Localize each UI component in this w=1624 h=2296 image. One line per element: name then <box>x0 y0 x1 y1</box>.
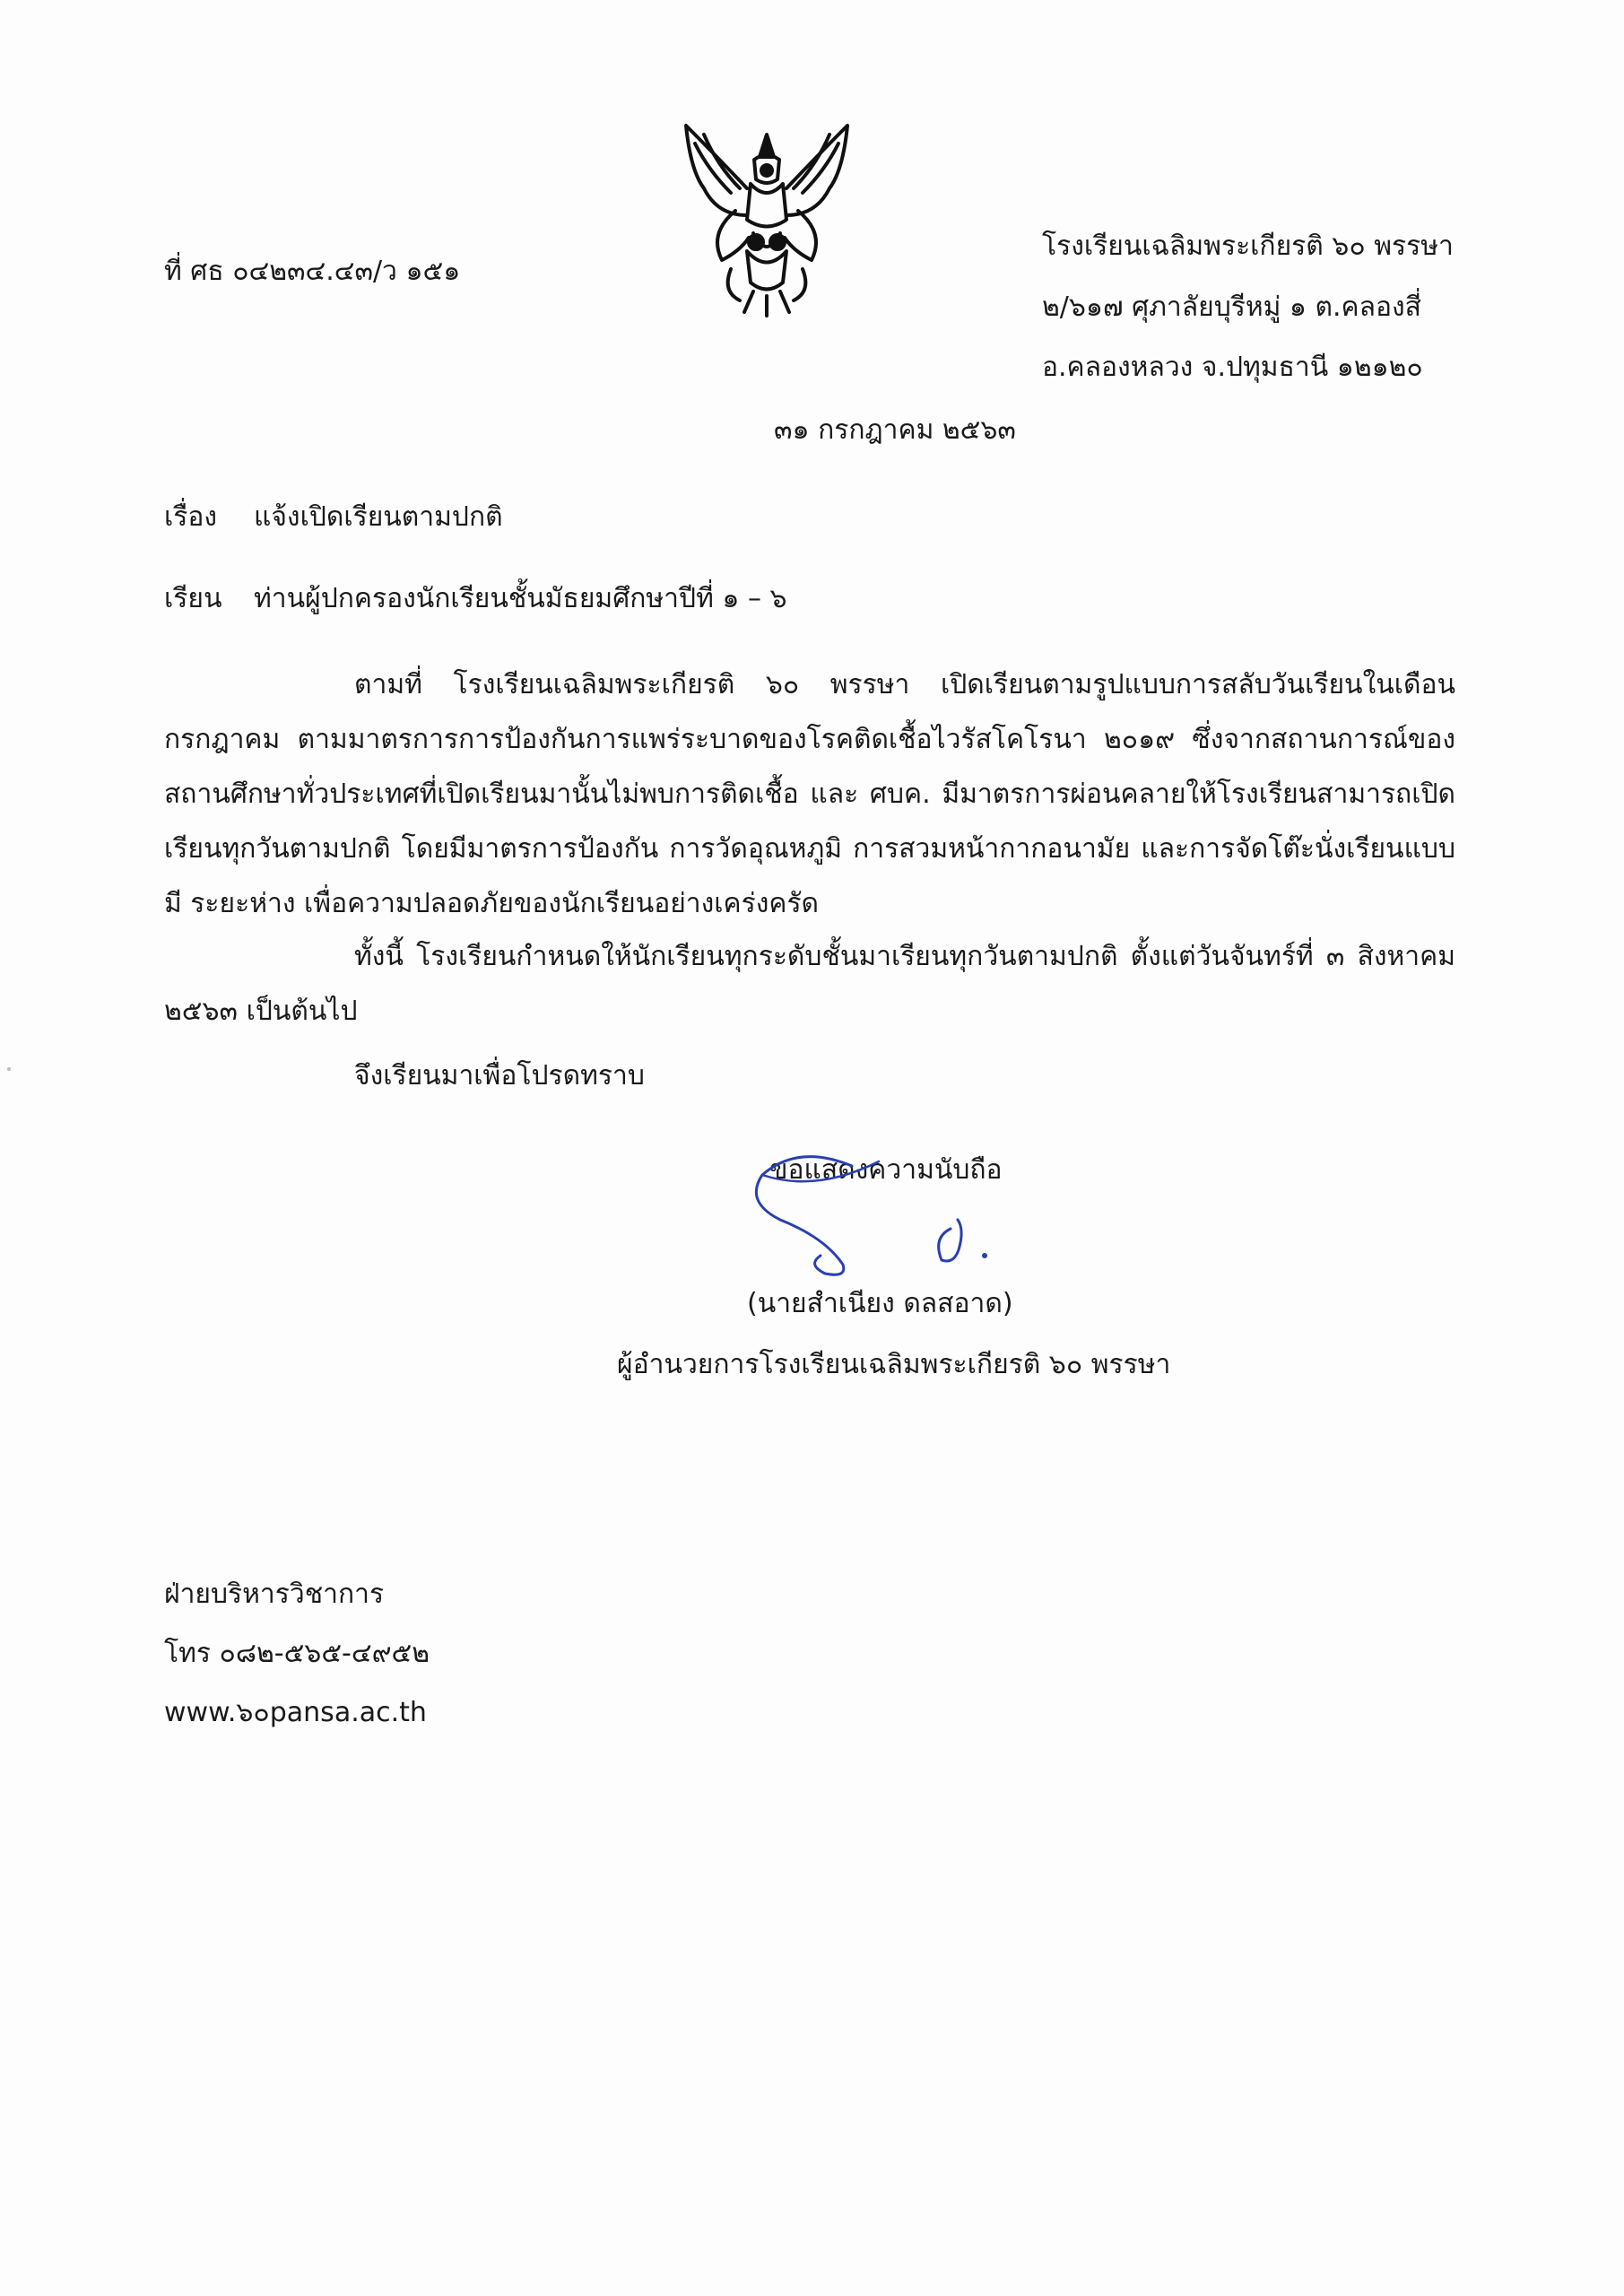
body-paragraph-2 <box>164 929 1455 1039</box>
paragraph-2-text: ทั้งนี้ โรงเรียนกำหนดให้นักเรียนทุกระดับชั้นมาเรียนทุกวันตามปกติ ตั้งแต่วันจันทร์ที่ ๓ สิงหาคม ๒๕๖๓ เป็นต้นไป <box>164 941 1455 1027</box>
footer-department: ฝ่ายบริหารวิชาการ <box>164 1578 385 1610</box>
paragraph-1-text: ตามที่ โรงเรียนเฉลิมพระเกียรติ ๖๐ พรรษา เปิดเรียนตามรูปแบบการสลับวันเรียนในเดือน กรกฎาคม ตามมาตรการการป้องกันการแพร่ระบาดของโรคติดเชื้อไวรัสโคโรนา ๒๐๑๙ ซึ่งจากสถานการณ์ของ สถานศึกษาทั่วประเทศที่เปิดเรียนมานั้นไม่พบการติดเชื้อ และ ศบค. มีมาตรการผ่อนคลายให้โรงเรียนสามารถเปิด เรียนทุกวันตามปกติ โดยมีมาตรการป้องกัน การวัดอุณหภูมิ การสวมหน้ากากอนามัย และการจัดโต๊ะนั่งเรียนแบบมี ระยะห่าง เพื่อความปลอดภัยของนักเรียนอย่างเคร่งครัด <box>164 669 1455 919</box>
address-line-1: ๒/๖๑๗ ศุภาลัยบุรีหมู่ ๑ ต.คลองสี่ <box>1042 291 1421 323</box>
school-name: โรงเรียนเฉลิมพระเกียรติ ๖๐ พรรษา <box>1042 230 1454 262</box>
handwritten-signature <box>744 1148 1031 1283</box>
garuda-emblem-icon <box>668 117 865 318</box>
letter-date: ๓๑ กรกฎาคม ๒๕๖๓ <box>774 414 1016 446</box>
reference-number: ที่ ศธ ๐๔๒๓๔.๔๓/ว ๑๕๑ <box>164 256 461 287</box>
signatory-name: (นายสำเนียง ดลสอาด) <box>747 1288 1013 1319</box>
footer-phone: โทร ๐๘๒-๕๖๕-๔๙๕๒ <box>164 1638 430 1669</box>
subject-label: เรื่อง <box>164 501 218 533</box>
body-paragraph-1 <box>164 657 1455 931</box>
closing-line: จึงเรียนมาเพื่อโปรดทราบ <box>354 1060 645 1091</box>
footer-website[interactable]: www.๖๐pansa.ac.th <box>164 1697 427 1728</box>
recipient-text: ท่านผู้ปกครองนักเรียนชั้นมัธยมศึกษาปีที่ ๑ – ๖ <box>254 583 787 614</box>
subject-text: แจ้งเปิดเรียนตามปกติ <box>254 501 503 533</box>
address-line-2: อ.คลองหลวง จ.ปทุมธานี ๑๒๑๒๐ <box>1042 352 1423 383</box>
scan-speck <box>7 1067 11 1071</box>
complimentary-close: ขอแสดงความนับถือ <box>769 1154 1003 1186</box>
signatory-position: ผู้อำนวยการโรงเรียนเฉลิมพระเกียรติ ๖๐ พรรษา <box>617 1349 1171 1380</box>
recipient-label: เรียน <box>164 583 222 614</box>
